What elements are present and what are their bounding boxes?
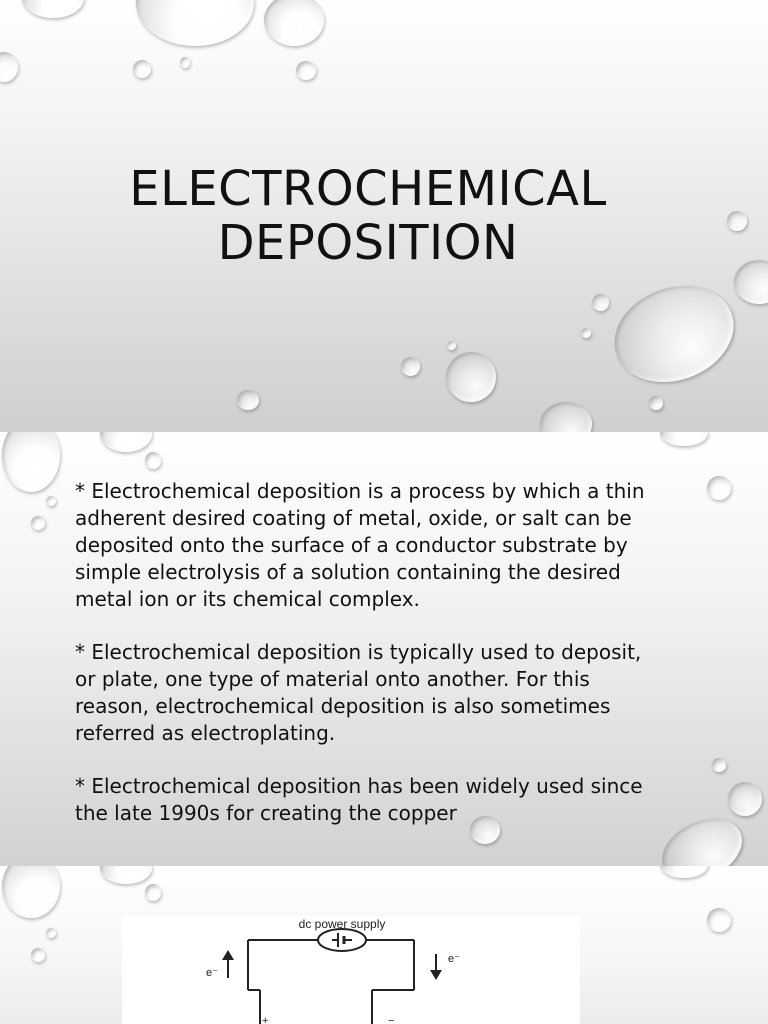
title-slide bbox=[0, 0, 768, 432]
water-drop bbox=[446, 352, 496, 402]
paragraph-3: * Electrochemical deposition has been widely used since the late 1990s for creating the copper bbox=[75, 774, 643, 825]
water-drop bbox=[145, 452, 161, 469]
title-line-1: ELECTROCHEMICAL bbox=[129, 161, 607, 217]
electron-label-left: e⁻ bbox=[206, 967, 218, 979]
water-drop bbox=[447, 341, 456, 350]
paragraph-1: * Electrochemical deposition is a process by which a thin adherent desired coating of metal, oxide, or salt can be deposited onto the surface of a conductor substrate by simple electrolysis of a solution containing the desired metal ion or its chemical complex. bbox=[75, 479, 645, 611]
water-drop bbox=[22, 0, 84, 18]
electron-label-right: e⁻ bbox=[448, 953, 460, 965]
water-drop bbox=[660, 432, 708, 446]
water-drop bbox=[712, 758, 726, 772]
water-drop bbox=[100, 432, 152, 452]
water-drop bbox=[2, 866, 60, 918]
body-text bbox=[75, 478, 665, 853]
arrow-down-head-icon bbox=[430, 970, 442, 980]
water-drop bbox=[31, 948, 45, 962]
water-drop bbox=[660, 866, 708, 878]
water-drop bbox=[0, 52, 18, 82]
water-drop bbox=[652, 807, 752, 866]
water-drop bbox=[649, 396, 663, 410]
content-slide bbox=[0, 432, 768, 866]
water-drop bbox=[540, 402, 592, 432]
title-line-2: DEPOSITION bbox=[217, 215, 519, 271]
water-drop bbox=[31, 516, 45, 530]
water-drop bbox=[734, 260, 768, 304]
water-drop bbox=[592, 294, 609, 311]
water-drop bbox=[145, 884, 161, 901]
water-drop bbox=[728, 782, 762, 816]
water-drop bbox=[601, 270, 747, 398]
water-drop bbox=[133, 60, 151, 78]
diagram-slide bbox=[0, 866, 768, 1024]
water-drop bbox=[264, 0, 324, 46]
minus-sign: − bbox=[388, 1015, 395, 1024]
water-drop bbox=[707, 908, 731, 932]
circuit-diagram bbox=[122, 916, 580, 1024]
water-drop bbox=[296, 61, 316, 80]
arrow-up-head-icon bbox=[222, 950, 234, 960]
water-drop bbox=[401, 357, 420, 376]
power-supply-icon bbox=[318, 929, 366, 951]
paragraph-2: * Electrochemical deposition is typically used to deposit, or plate, one type of material onto another. For this reason, electrochemical deposition is also sometimes referred as electroplating. bbox=[75, 640, 642, 745]
water-drop bbox=[46, 928, 56, 938]
water-drop bbox=[136, 0, 254, 46]
electrodeposition-diagram bbox=[122, 916, 580, 1024]
water-drop bbox=[180, 57, 190, 68]
water-drop bbox=[581, 328, 591, 338]
water-drop bbox=[2, 432, 60, 492]
supply-label: dc power supply bbox=[298, 917, 386, 931]
water-drop bbox=[100, 866, 152, 884]
plus-sign: + bbox=[262, 1015, 269, 1024]
water-drop bbox=[237, 390, 259, 410]
water-drop bbox=[46, 496, 56, 506]
slide-title bbox=[0, 162, 736, 270]
water-drop bbox=[707, 476, 731, 500]
